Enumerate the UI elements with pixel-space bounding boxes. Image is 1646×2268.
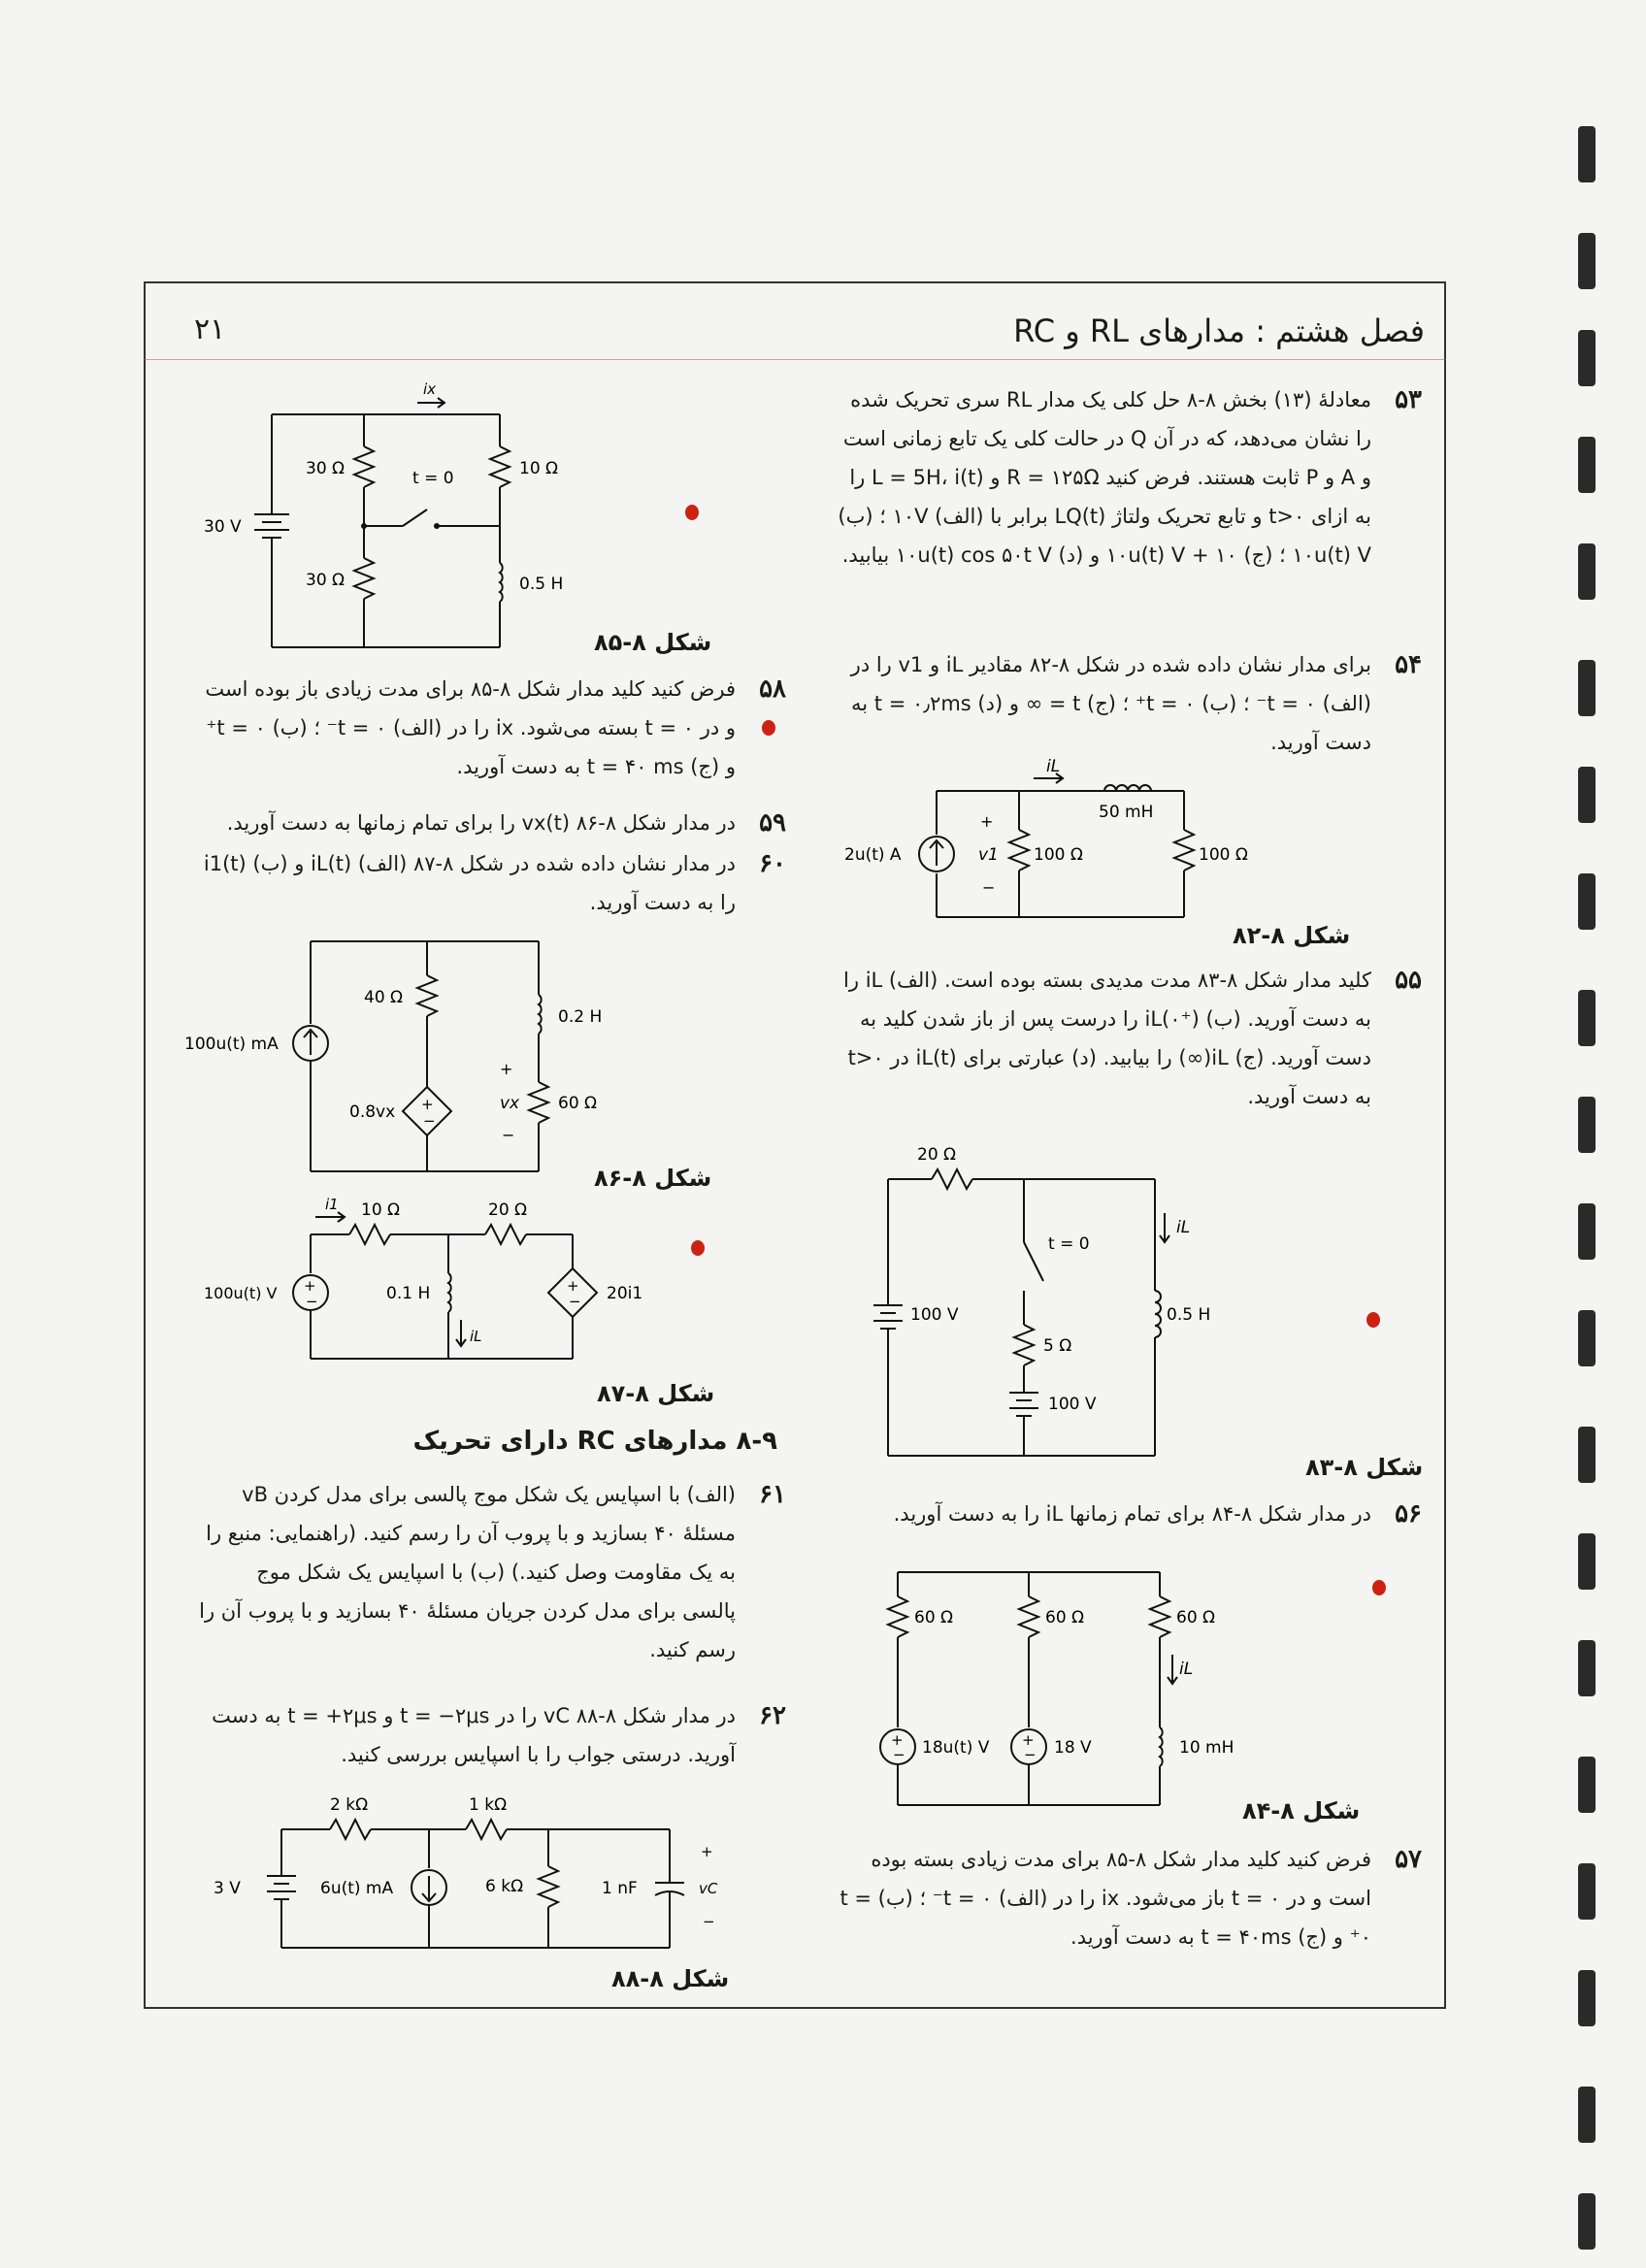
current-label: i1 bbox=[325, 1196, 339, 1213]
problem-text: در مدار نشان داده شده در شکل ۸-۸۷ (الف) iL(t) و (ب) i1(t) را به دست آورید. bbox=[203, 852, 736, 914]
problem-text: (الف) با اسپایس یک شکل موج پالسی برای مدل کردن vB مسئلهٔ ۴۰ بسازید و با پروب آن را رسم کنید. (راهنمایی: منبع را به یک مقاومت وصل کنید.) (ب) با اسپایس یک شکل موج پالسی برای مدل کردن جریان مسئلهٔ ۴۰ بسازید و با پروب آن را رسم کنید. bbox=[199, 1483, 736, 1661]
resistor-label: 10 Ω bbox=[519, 459, 559, 478]
plus-sign: + bbox=[567, 1277, 579, 1295]
problem-59 bbox=[194, 804, 786, 842]
plus-sign: + bbox=[500, 1060, 513, 1078]
problem-56 bbox=[830, 1495, 1422, 1538]
binder-hole bbox=[1578, 1203, 1596, 1260]
problem-number: ۶۰ bbox=[759, 849, 786, 878]
resistor-label: 30 Ω bbox=[306, 459, 346, 478]
minus-sign: − bbox=[893, 1746, 905, 1763]
problem-62 bbox=[194, 1696, 786, 1784]
resistor-label: 1 kΩ bbox=[469, 1795, 508, 1815]
capacitor-label: 1 nF bbox=[602, 1879, 638, 1898]
switch-label: t = 0 bbox=[412, 469, 454, 488]
resistor-label: 60 Ω bbox=[558, 1094, 598, 1113]
ink-mark bbox=[762, 720, 775, 736]
plus-sign: + bbox=[701, 1843, 713, 1860]
figure-8-85-circuit bbox=[194, 374, 602, 655]
chapter-title: فصل هشتم : مدارهای RL و RC bbox=[1013, 312, 1425, 349]
resistor-label: 5 Ω bbox=[1043, 1336, 1072, 1356]
current-label: iL bbox=[470, 1328, 482, 1345]
problem-text: فرض کنید کلید مدار شکل ۸-۸۵ برای مدت زیادی باز بوده است و در t = ۰ بسته می‌شود. ix را در (الف) t = ۰⁻ ؛ (ب) t = ۰⁺ و (ج) t = ۴۰ ms به دست آورید. bbox=[205, 677, 736, 778]
ink-mark bbox=[685, 505, 699, 520]
minus-sign: − bbox=[306, 1293, 318, 1310]
binder-hole bbox=[1578, 660, 1596, 716]
problem-text: برای مدار نشان داده شده در شکل ۸-۸۲ مقادیر iL و v1 را در (الف) t = ۰⁻ ؛ (ب) t = ۰⁺ ؛ (ج) t = ∞ و (د) t = ۰٫۲ms به دست آورید. bbox=[850, 653, 1371, 754]
binder-hole bbox=[1578, 233, 1596, 289]
inductor-label: 0.2 H bbox=[558, 1007, 603, 1027]
figure-8-82-circuit bbox=[835, 757, 1262, 932]
minus-sign: − bbox=[423, 1112, 436, 1130]
resistor-label: 60 Ω bbox=[914, 1608, 954, 1627]
figure-8-88-circuit bbox=[209, 1791, 723, 1956]
inductor-label: 0.5 H bbox=[1167, 1305, 1211, 1325]
dependent-source-label: 20i1 bbox=[607, 1284, 643, 1303]
figure-8-83-circuit bbox=[854, 1135, 1223, 1465]
binder-hole bbox=[1578, 1097, 1596, 1153]
source-label: 100u(t) mA bbox=[184, 1035, 279, 1054]
figure-caption: شکل ۸-۸۶ bbox=[594, 1165, 712, 1192]
voltage-label: vx bbox=[500, 1094, 520, 1113]
problem-60 bbox=[194, 844, 786, 927]
binder-hole bbox=[1578, 1427, 1596, 1483]
plus-sign: + bbox=[891, 1731, 904, 1749]
problem-text: در مدار شکل ۸-۸۴ برای تمام زمانها iL را به دست آورید. bbox=[893, 1502, 1371, 1526]
minus-sign: − bbox=[982, 878, 996, 897]
source-label: 2u(t) A bbox=[844, 845, 902, 865]
ink-mark bbox=[1372, 1580, 1386, 1595]
problem-58 bbox=[194, 670, 786, 796]
figure-caption: شکل ۸-۸۳ bbox=[1305, 1454, 1424, 1481]
resistor-label: 10 Ω bbox=[361, 1200, 401, 1220]
header-rule bbox=[144, 359, 1446, 360]
binder-hole bbox=[1578, 1970, 1596, 2026]
resistor-label: 60 Ω bbox=[1176, 1608, 1216, 1627]
figure-8-87-circuit bbox=[194, 1196, 650, 1370]
source-label: 3 V bbox=[214, 1879, 241, 1898]
ink-mark bbox=[1366, 1312, 1380, 1328]
inductor-label: 10 mH bbox=[1179, 1738, 1234, 1758]
dependent-source-label: 0.8vx bbox=[349, 1102, 396, 1122]
figure-caption: شکل ۸-۸۴ bbox=[1242, 1797, 1361, 1824]
problem-53 bbox=[830, 380, 1422, 633]
resistor-label: 100 Ω bbox=[1034, 845, 1083, 865]
page-number: ۲۱ bbox=[194, 312, 226, 346]
source-label: 18u(t) V bbox=[922, 1738, 990, 1758]
problem-number: ۵۸ bbox=[759, 674, 786, 704]
binder-hole bbox=[1578, 1533, 1596, 1590]
ink-mark bbox=[691, 1240, 705, 1256]
figure-caption: شکل ۸-۸۷ bbox=[597, 1380, 715, 1407]
problem-number: ۶۲ bbox=[759, 1701, 786, 1730]
problem-number: ۵۶ bbox=[1395, 1499, 1422, 1528]
current-label: iL bbox=[1176, 1218, 1191, 1237]
junction-dot bbox=[434, 523, 440, 529]
binder-hole bbox=[1578, 1757, 1596, 1813]
source-label: 30 V bbox=[204, 517, 242, 537]
problem-number: ۶۱ bbox=[759, 1480, 786, 1509]
resistor-label: 40 Ω bbox=[364, 988, 404, 1007]
resistor-label: 6 kΩ bbox=[485, 1877, 524, 1896]
minus-sign: − bbox=[502, 1126, 515, 1144]
problem-number: ۵۵ bbox=[1395, 966, 1422, 995]
minus-sign: − bbox=[703, 1913, 715, 1930]
problem-text: کلید مدار شکل ۸-۸۳ مدت مدیدی بسته بوده است. (الف) iL را به دست آورید. (ب) iL(۰⁺) را درست پس از باز شدن کلید به دست آورید. (ج) iL(∞) را بیابید. (د) عبارتی برای iL(t) در t>۰ به دست آورید. bbox=[843, 969, 1371, 1108]
binder-hole bbox=[1578, 873, 1596, 930]
voltage-label: vC bbox=[699, 1880, 718, 1897]
resistor-label: 2 kΩ bbox=[330, 1795, 369, 1815]
problem-55 bbox=[830, 961, 1422, 1126]
section-heading: ۸-۹ مدارهای RC دارای تحریک bbox=[412, 1427, 777, 1456]
junction-dot bbox=[361, 523, 367, 529]
binder-hole bbox=[1578, 437, 1596, 493]
problem-text: در مدار شکل ۸-۸۸ vC را در t = −۲μs و t = +۲μs به دست آورید. درستی جواب را با اسپایس بررسی کنید. bbox=[212, 1704, 736, 1766]
binder-hole bbox=[1578, 990, 1596, 1046]
current-label: iL bbox=[1179, 1660, 1194, 1679]
switch-label: t = 0 bbox=[1048, 1234, 1090, 1254]
problem-text: فرض کنید کلید مدار شکل ۸-۸۵ برای مدت زیادی بسته بوده است و در t = ۰ باز می‌شود. ix را در (الف) t = ۰⁻ ؛ (ب) t = ۰⁺ و (ج) t = ۴۰ms به دست آورید. bbox=[839, 1848, 1371, 1949]
source-label: 6u(t) mA bbox=[320, 1879, 394, 1898]
problem-57 bbox=[830, 1840, 1422, 1966]
source-label: 100 V bbox=[910, 1305, 959, 1325]
binder-hole bbox=[1578, 126, 1596, 182]
problem-61 bbox=[194, 1475, 786, 1679]
source-label: 100u(t) V bbox=[204, 1284, 278, 1302]
inductor-label: 0.5 H bbox=[519, 575, 564, 594]
problem-number: ۵۴ bbox=[1395, 650, 1422, 679]
binder-hole bbox=[1578, 2087, 1596, 2143]
current-label: ix bbox=[423, 380, 437, 398]
plus-sign: + bbox=[980, 812, 994, 831]
minus-sign: − bbox=[569, 1293, 581, 1310]
inductor-label: 0.1 H bbox=[386, 1284, 431, 1303]
voltage-label: v1 bbox=[978, 845, 999, 865]
resistor-label: 20 Ω bbox=[917, 1145, 957, 1165]
binder-holes bbox=[1568, 0, 1627, 2268]
figure-caption: شکل ۸-۸۲ bbox=[1233, 922, 1351, 949]
resistor-label: 60 Ω bbox=[1045, 1608, 1085, 1627]
problem-text: معادلهٔ (۱۳) بخش ۸-۸ حل کلی یک مدار RL سری تحریک شده را نشان می‌دهد، که در آن Q در حالت کلی یک تابع زمانی است و A و P ثابت هستند. فرض کنید R = ۱۲۵Ω و L = 5H، i(t) را به ازای t>۰ و تابع تحریک ولتاژ LQ(t) برابر با (الف) ۱۰V ؛ (ب) ۱۰u(t) V ؛ (ج) ۱۰ + ۱۰u(t) V و (د) ۱۰u(t) cos ۵۰t V بیابید. bbox=[838, 388, 1371, 567]
resistor-label: 100 Ω bbox=[1199, 845, 1248, 865]
figure-caption: شکل ۸-۸۸ bbox=[611, 1965, 730, 1992]
binder-hole bbox=[1578, 1863, 1596, 1920]
current-label: iL bbox=[1046, 757, 1061, 776]
problem-54 bbox=[830, 645, 1422, 772]
problem-number: ۵۹ bbox=[759, 808, 786, 838]
binder-hole bbox=[1578, 543, 1596, 600]
resistor-label: 30 Ω bbox=[306, 571, 346, 590]
inductor-label: 50 mH bbox=[1099, 803, 1154, 822]
plus-sign: + bbox=[304, 1277, 316, 1295]
problem-text: در مدار شکل ۸-۸۶ vx(t) را برای تمام زمانها به دست آورید. bbox=[226, 811, 736, 835]
binder-hole bbox=[1578, 1310, 1596, 1366]
figure-caption: شکل ۸-۸۵ bbox=[594, 629, 712, 656]
binder-hole bbox=[1578, 767, 1596, 823]
plus-sign: + bbox=[1022, 1731, 1035, 1749]
minus-sign: − bbox=[1024, 1746, 1037, 1763]
plus-sign: + bbox=[421, 1096, 434, 1113]
figure-8-86-circuit bbox=[184, 937, 641, 1179]
resistor-label: 20 Ω bbox=[488, 1200, 528, 1220]
figure-8-84-circuit bbox=[864, 1553, 1252, 1815]
binder-hole bbox=[1578, 330, 1596, 386]
binder-hole bbox=[1578, 1640, 1596, 1696]
problem-number: ۵۳ bbox=[1395, 385, 1422, 414]
source-label: 18 V bbox=[1054, 1738, 1092, 1758]
source-label: 100 V bbox=[1048, 1395, 1097, 1414]
problem-number: ۵۷ bbox=[1395, 1845, 1422, 1874]
binder-hole bbox=[1578, 2193, 1596, 2250]
